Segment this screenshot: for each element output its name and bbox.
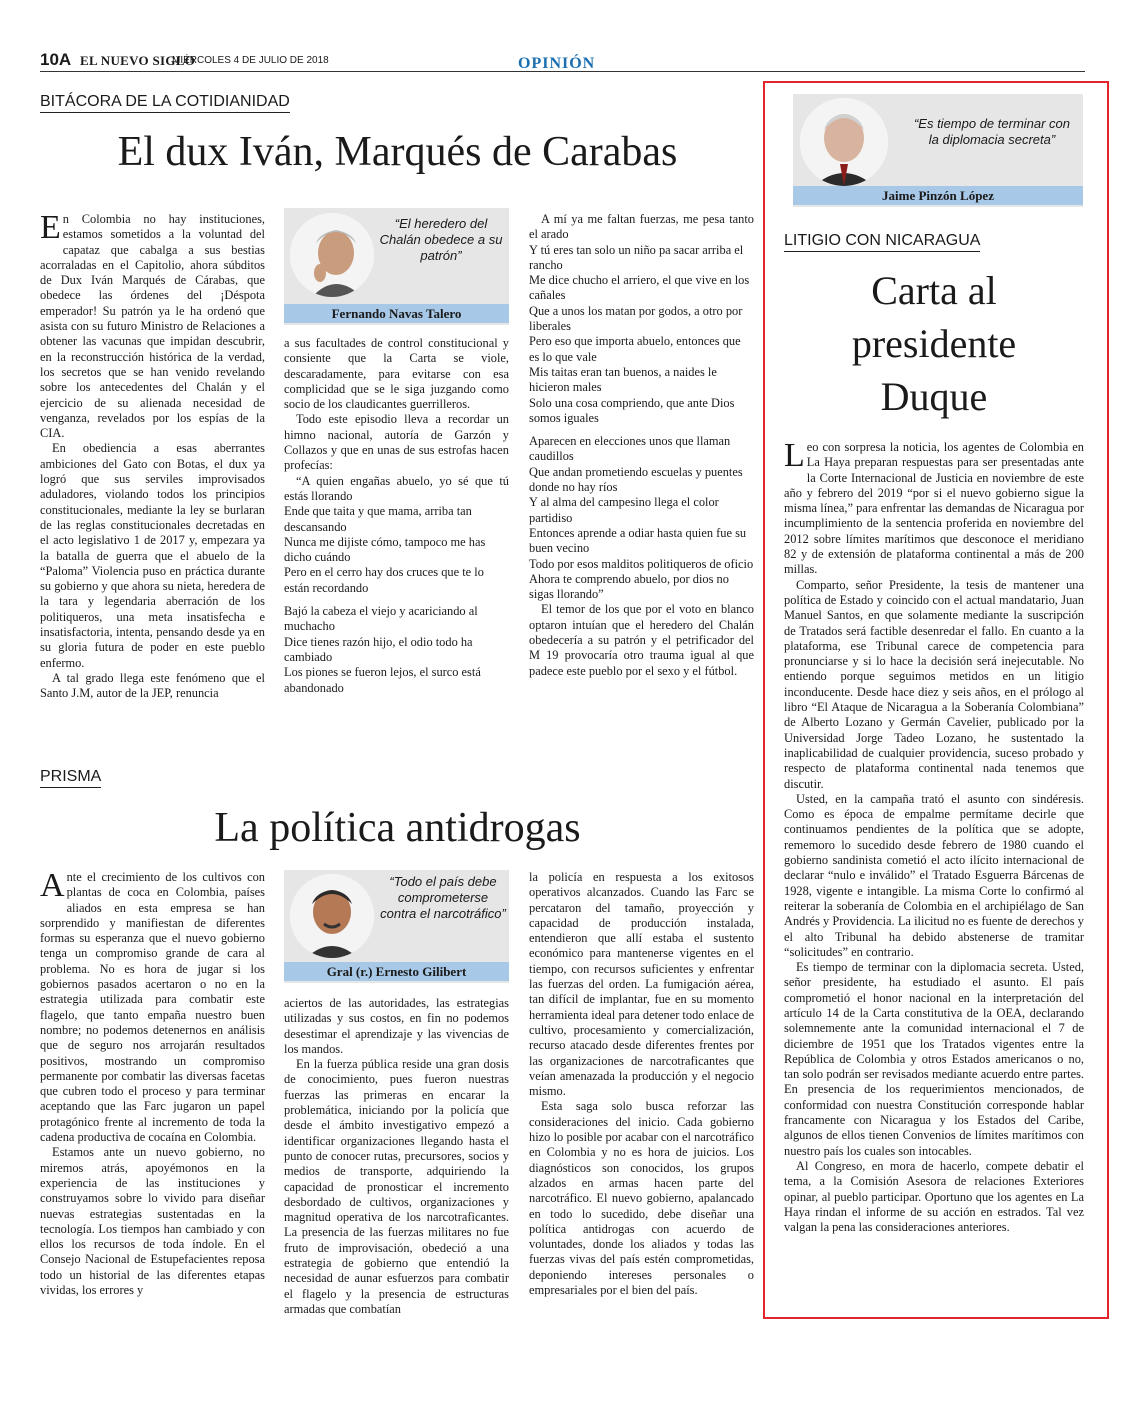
- article3-headline: Carta al presidente Duque: [851, 268, 1017, 419]
- article2-col2: aciertos de las autoridades, las estrategias utilizadas y sus costos, en fin no podemos desestimar el aprendizaje y las vivencias de los mandos. En la fuerza pública reside una gran dosis de conocimiento, pues fueron nuestras fuerzas las primeras en encarar la problemática, iniciando por la policía que desde el ámbito investigativo empezó a identificar organizaciones llegando hasta el punto de conocer rutas, precursores, socios y medios de transporte, adquiriendo la capacidad de pronosticar el incremento desbordado de cultivos, organizaciones y magnitud operativa de los narcotraficantes. La presencia de las fuerzas militares no fue fruto de improvisación, obedeció a una estrategia de gobierno que entendió la necesidad de aunar esfuerzos para combatir el flagelo y la presencia de estructuras armadas que combatían: [284, 996, 509, 1316]
- publication-name: EL NUEVO SIGLO: [80, 53, 196, 68]
- article1-col2: a sus facultades de control constitucional y consiente que la Carta se viole, descaradamente, para evitarse con esa complicidad que se le siga juzgando como socio de los claudicantes guerrilleros. Todo este episodio lleva a recordar un himno nacional, autoría de Garzón y Collazos y que en unas de sus estrofas hacen profecías: “A quien engañas abuelo, yo sé que tú estás llorando Ende que taita y que mama, arriba tan descansando Nunca me dijiste cómo, tampoco me has dicho cuándo Pero en el cerro hay dos cruces que te lo están recordando Bajó la cabeza el viejo y acariciando al muchacho Dice tienes razón hijo, el odio todo ha cambiado Los piones se fueron lejos, el surco está abandonado: [284, 336, 509, 695]
- author-photo: [290, 874, 374, 958]
- page-number: 10A: [40, 50, 72, 69]
- article2-col1: Ante el crecimiento de los cultivos con plantas de coca en Colombia, países aliados en esta empresa se han sorprendido y manifiestan de diferentes formas su esperanza que el nuevo gobierno tenga un compromiso grande de cara al problema. No es hora de jugar si los gobiernos pasados acertaron o no en la estrategia utilizada para combatir este flagelo, que tanto empaña nuestro buen nombre; no podemos detenernos en análisis que de seguro nos arrojarán resultados positivos, mostrando un compromiso permanente por combatir las diversas facetas que cubren todo el proceso y para terminar aceptando que las Farc jugaron un papel protagónico frente al incremento de toda la cadena productiva de cocaína en Colombia. Estamos ante un nuevo gobierno, no miremos atrás, apoyémonos en la experiencia de las instituciones y construyamos sobre lo vivido para diseñar nuevas estrategias sustentadas en la tecnología. Los tiempos han cambiado y con ellos los recursos de toda índole. En el Consejo Nacional de Estupefacientes reposa todo un historial de las diferentes etapas vividas, los errores y: [40, 867, 265, 1298]
- dropcap: A: [40, 867, 65, 904]
- author-box: [284, 870, 509, 983]
- pull-quote: “Todo el país debe comprometerse contra el narcotráfico”: [380, 874, 506, 921]
- author-photo: [800, 98, 888, 186]
- article3-body: Leo con sorpresa la noticia, los agentes de Colombia en La Haya preparan respuestas para ser presentadas ante la Corte Internacional de Justicia en noviembre de este año y febrero del 2019 “por si el nuevo gobierno sigue la misma línea,” para enfrentar las demandas de Nicaragua por incumplimiento de la sentencia proferida en noviembre del 2012 sobre límites marítimos que desconoce el meridiano 82 y de extensión de plataforma continental a más de 200 millas. Comparto, señor Presidente, la tesis de mantener una política de Estado y coincido con el actual mandatario, Juan Manuel Santos, en que solamente mediante la suscripción de Tratados será factible desenredar el fallo. En cuanto a la plataforma, ese Tribunal carece de competencia para pronunciarse y si lo hace la decisión será inejecutable. No entiendo porque seguimos metidos en un litigio inconducente. Desde hace diez y seis años, en el prólogo al libro “El Ataque de Nicaragua a la Soberanía Colombiana” de Alberto Lozano y Germán Cavelier, publicado por la Universidad Jorge Tadeo Lozano, he sustentado la inaplicabilidad de cualquier providencia, suceso probado y respecto de plataforma continental nada tenemos que discutir. Usted, en la campaña trató el asunto con sindéresis. Como es época de empalme permítame decirle que continuamos pendientes de la política que se adopte, rememoro lo sucedido desde febrero de 1980 cuando el gobierno sandinista cometió el acto ilícito internacional de declarar “nulo e inválido” el Tratado Esguerra Bárcenas de 1928, vigente e intangible. La misma Corte lo confirmó al reiterar la soberanía de Colombia en el archipiélago de San Andrés y Providencia. La ilicitud no es fuente de derechos y el alto Tribunal ha debido abstenerse de tramitar “solicitudes” en contrario. Es tiempo de terminar con la diplomacia secreta. Usted, señor presidente, ha estudiado el asunto. El país comprometió el honor nacional en la interpretación del artículo 14 de la Carta constitutiva de la OEA, declarando solemnemente ante la comunidad internacional el 7 de diciembre de 1951 que los Tratados vigentes entre la República de Colombia y otros Estados americanos o no, tan solo podrán ser revisados mediante acuerdo entre partes. En presencia de los requerimientos mencionados, de conformidad con nuestra Constitución corresponde hablar francamente con Nicaragua y los Estados del Caribe, algunos de ellos tienen Convenios de límites marítimos con nuestro país los cuales son intocables. Al Congreso, en mora de hacerlo, compete debatir el tema, a la Comisión Asesora de relaciones Exteriores opinar, al pueblo participar. Oportuno que los agentes en La Haya rindan el informe de su acción en estrados. Tal vez valgan la pena las consideraciones anteriores.: [784, 437, 1084, 1235]
- author-photo: [290, 213, 374, 297]
- pull-quote: “El heredero del Chalán obedece a su patrón”: [379, 216, 503, 263]
- section-title: OPINIÓN: [518, 55, 596, 72]
- author-name: Gral (r.) Ernesto Gilibert: [284, 962, 509, 981]
- article1-kicker: BITÁCORA DE LA COTIDIANIDAD: [40, 93, 290, 113]
- article2-kicker: PRISMA: [40, 768, 101, 788]
- author-box: [284, 208, 509, 325]
- pull-quote: “Es tiempo de terminar con la diplomacia secreta”: [913, 116, 1071, 147]
- header-rule: [40, 71, 1085, 72]
- author-name: Fernando Navas Talero: [284, 304, 509, 323]
- article2-headline: La política antidrogas: [214, 805, 581, 851]
- dropcap: L: [784, 437, 805, 474]
- publication-date: MIÉRCOLES 4 DE JULIO DE 2018: [172, 55, 329, 66]
- article1-col3: A mí ya me faltan fuerzas, me pesa tanto el arado Y tú eres tan solo un niño pa sacar arriba el rancho Me dice chucho el arriero, el que vive en los cañales Que a unos los matan por godos, a otro por liberales Pero eso que importa abuelo, entonces que es lo que vale Mis taitas eran tan buenos, a naides le hicieron males Solo una cosa compriendo, que ante Dios somos iguales Aparecen en elecciones unos que llaman caudillos Que andan prometiendo escuelas y puentes donde no hay ríos Y al alma del campesino llega el color partidiso Entonces aprende a odiar hasta quien fue su buen vecino Todo por esos malditos politiqueros de oficio Ahora te comprendo abuelo, por dios no sigas llorando” El temor de los que por el voto en blanco optaron intuían que el heredero del Chalán obedecería a su patrón y el petrificador del M 19 provocaría otro trauma igual al que padece este pueblo por el sexo y el fútbol.: [529, 212, 754, 678]
- author-name: Jaime Pinzón López: [793, 186, 1083, 205]
- article1-col1: En Colombia no hay instituciones, estamos sometidos a la voluntad del capataz que cabalga a sus bestias acorraladas en el Capitolio, ahora súbditos de Dux Iván Marqués de Cárabas, que obedece las órdenes del ¡Déspota emperador! Su patrón ya le ha ordenó que asista con su futuro Ministro de Relaciones a obtener las vacunas que impidan descubrir, en la reconstrucción histórica de la verdad, los secretos que se han venido revelando sobre los antecedentes del Chalán y el ejercicio de su alienada necesidad de venganza, revelados por los espías de la CIA. En obediencia a esas aberrantes ambiciones del Gato con Botas, el dux ya logró que sus serviles improvisados aduladores, violando todos los principios constitucionales, mediante la ley se burlaran de las reglas constitucionales decretadas en el acto legislativo 1 de 2017 y, empezara ya la batalla de guerra que el abuelo de la “Paloma” Violencia puso en práctica durante su gobierno y que ahora su nieta, heredera de la tara y legendaria aberración de los politiqueros, una meta insatisfecha e insatisfactoria, intenta, pensando desde ya en su gloria futura de poder en este pueblo enfermo. A tal grado llega este fenómeno que el Santo J.M, autor de la JEP, renuncia: [40, 209, 265, 701]
- author-box: [793, 94, 1083, 207]
- article2-col3: la policía en respuesta a los exitosos operativos alcanzados. Cuando las Farc se percataron del tamaño, proyección y capacidad de producción instalada, entendieron que allí estaba el sustento económico para mantenerse vigentes en el tiempo, con recursos suficientes y enfrentar las fuerzas del orden. La fumigación aérea, tan difícil de implantar, fue en su momento herramienta ideal para detener todo enlace de cultivo, procesamiento y comercialización, recurso atacado desde diferentes frentes por las organizaciones de narcotraficantes que veían amenazada la producción y el negocio mismo. Esta saga solo busca reforzar las consideraciones del inicio. Cada gobierno hizo lo posible por acabar con el narcotráfico en Colombia y no es hora de juicios. Los diagnósticos son conocidos, los grupos alzados en armas hacen parte del narcotráfico. El nuevo gobierno, apalancado en todo lo sucedido, debe diseñar una política antidrogas con acuerdo de voluntades, donde los aliados y todas las fuerzas vivas del país estén comprometidas, deponiendo intereses personales o empresariales por el bien del país.: [529, 870, 754, 1298]
- article3-kicker: LITIGIO CON NICARAGUA: [784, 232, 980, 252]
- dropcap: E: [40, 209, 61, 246]
- article1-headline: El dux Iván, Marqués de Carabas: [117, 129, 678, 175]
